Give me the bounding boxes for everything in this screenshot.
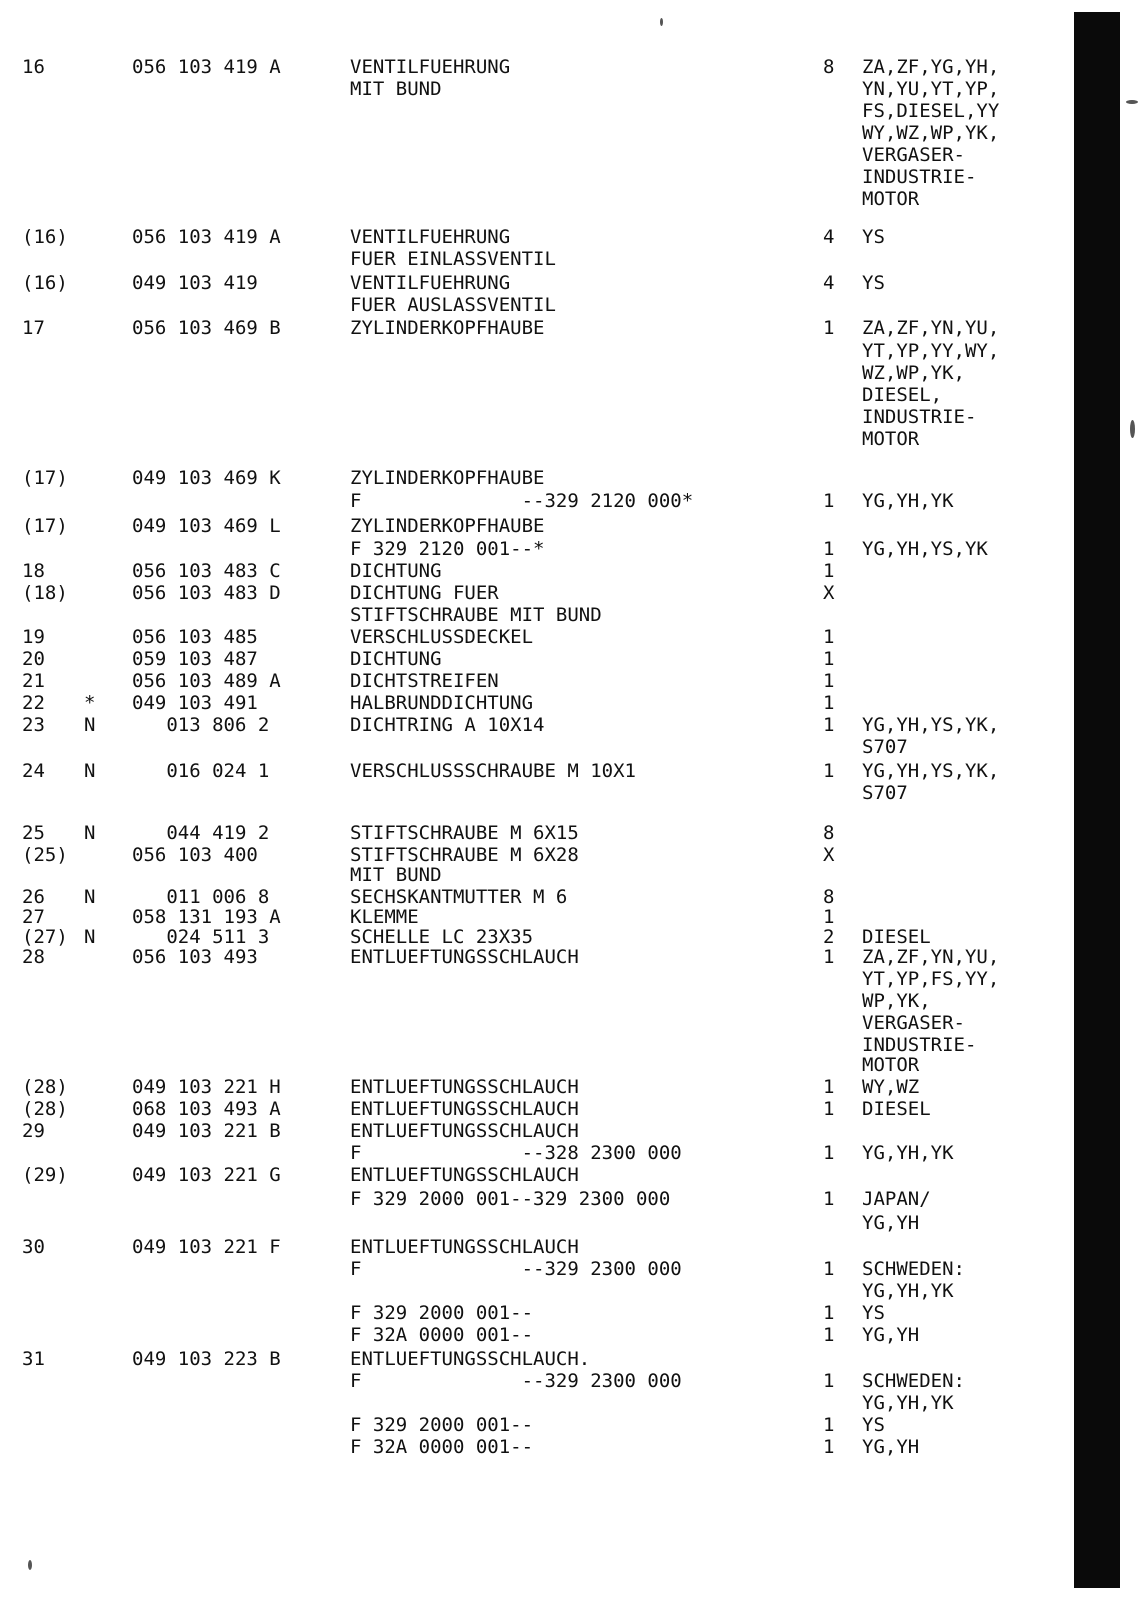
cell-desc: MIT BUND [350, 78, 442, 100]
cell-desc: ENTLUEFTUNGSSCHLAUCH [350, 946, 579, 968]
cell-rem: YT,YP,YY,WY, [862, 340, 1000, 362]
cell-rem: YS [862, 226, 885, 248]
cell-rem: S707 [862, 782, 908, 804]
cell-pos: 30 [22, 1236, 45, 1258]
cell-part: 016 024 1 [132, 760, 270, 782]
cell-qty: X [823, 582, 835, 604]
cell-rem: INDUSTRIE- [862, 406, 977, 428]
cell-pos: 29 [22, 1120, 45, 1142]
cell-part: 049 103 223 B [132, 1348, 281, 1370]
cell-qty: 1 [823, 714, 835, 736]
cell-desc: F --329 2300 000 [350, 1258, 682, 1280]
cell-part: 049 103 491 [132, 692, 258, 714]
cell-qty: 4 [823, 226, 835, 248]
cell-rem: ZA,ZF,YN,YU, [862, 946, 1000, 968]
cell-desc: ENTLUEFTUNGSSCHLAUCH [350, 1120, 579, 1142]
cell-part: 049 103 221 G [132, 1164, 281, 1186]
scan-edge-bar [1074, 12, 1120, 1588]
cell-desc: FUER EINLASSVENTIL [350, 248, 556, 270]
cell-rem: VERGASER- [862, 1012, 965, 1034]
cell-rem: YG,YH [862, 1212, 920, 1234]
cell-rem: WZ,WP,YK, [862, 362, 965, 384]
cell-pos: 23 [22, 714, 45, 736]
cell-rem: SCHWEDEN: [862, 1370, 965, 1392]
cell-desc: FUER AUSLASSVENTIL [350, 294, 556, 316]
cell-pos: (28) [22, 1076, 68, 1098]
cell-qty: 1 [823, 648, 835, 670]
cell-pos: 21 [22, 670, 45, 692]
cell-desc: F --328 2300 000 [350, 1142, 682, 1164]
cell-rem: YG,YH,YS,YK, [862, 760, 1000, 782]
cell-pos: (18) [22, 582, 68, 604]
cell-rem: MOTOR [862, 428, 920, 450]
cell-desc: STIFTSCHRAUBE MIT BUND [350, 604, 602, 626]
cell-part: 049 103 221 B [132, 1120, 281, 1142]
cell-pos: 25 [22, 822, 45, 844]
cell-desc: F 32A 0000 001-- [350, 1324, 534, 1346]
cell-desc: ENTLUEFTUNGSSCHLAUCH [350, 1236, 579, 1258]
cell-part: 056 103 483 C [132, 560, 281, 582]
cell-qty: 1 [823, 906, 835, 928]
cell-qty: 1 [823, 1324, 835, 1346]
cell-desc: F 329 2000 001-- [350, 1302, 534, 1324]
cell-part: 056 103 400 [132, 844, 258, 866]
cell-qty: 1 [823, 317, 835, 339]
cell-part: 049 103 469 L [132, 515, 281, 537]
cell-part: 049 103 221 F [132, 1236, 281, 1258]
cell-rem: WY,WZ [862, 1076, 920, 1098]
cell-qty: 1 [823, 490, 835, 512]
cell-desc: SCHELLE LC 23X35 [350, 926, 534, 948]
cell-qty: 1 [823, 946, 835, 968]
cell-desc: DICHTSTREIFEN [350, 670, 499, 692]
cell-qty: 1 [823, 692, 835, 714]
cell-qty: 8 [823, 822, 835, 844]
cell-qty: 1 [823, 560, 835, 582]
cell-rem: YG,YH,YK [862, 1142, 954, 1164]
cell-desc: SECHSKANTMUTTER M 6 [350, 886, 568, 908]
cell-rem: S707 [862, 736, 908, 758]
cell-desc: F --329 2300 000 [350, 1370, 682, 1392]
cell-qty: 1 [823, 760, 835, 782]
cell-rem: VERGASER- [862, 144, 965, 166]
cell-part: 056 103 485 [132, 626, 258, 648]
cell-desc: MIT BUND [350, 864, 442, 886]
cell-part: 059 103 487 [132, 648, 258, 670]
cell-pos: (16) [22, 226, 68, 248]
cell-rem: YG,YH,YS,YK [862, 538, 988, 560]
cell-rem: YG,YH,YK [862, 1280, 954, 1302]
cell-pos: (27) [22, 926, 68, 948]
cell-rem: JAPAN/ [862, 1188, 931, 1210]
scan-speck [28, 1560, 32, 1570]
cell-pos: 18 [22, 560, 45, 582]
cell-rem: YG,YH,YK [862, 1392, 954, 1414]
cell-pos: 24 [22, 760, 45, 782]
cell-qty: 1 [823, 1076, 835, 1098]
cell-pos: 16 [22, 56, 45, 78]
cell-rem: MOTOR [862, 1054, 920, 1076]
cell-rem: DIESEL, [862, 384, 943, 406]
cell-desc: VERSCHLUSSDECKEL [350, 626, 534, 648]
cell-pos: 28 [22, 946, 45, 968]
cell-desc: DICHTUNG [350, 560, 442, 582]
cell-desc: ENTLUEFTUNGSSCHLAUCH [350, 1098, 579, 1120]
cell-rem: YS [862, 1414, 885, 1436]
cell-qty: 1 [823, 538, 835, 560]
cell-rem: YS [862, 1302, 885, 1324]
cell-qty: 2 [823, 926, 835, 948]
cell-part: 024 511 3 [132, 926, 270, 948]
cell-rem: YG,YH [862, 1324, 920, 1346]
cell-part: 056 103 469 B [132, 317, 281, 339]
cell-rem: ZA,ZF,YN,YU, [862, 317, 1000, 339]
cell-desc: ENTLUEFTUNGSSCHLAUCH. [350, 1348, 591, 1370]
cell-part: 049 103 419 [132, 272, 258, 294]
cell-qty: 1 [823, 1142, 835, 1164]
cell-pos: 26 [22, 886, 45, 908]
cell-pos: (28) [22, 1098, 68, 1120]
cell-pos: (16) [22, 272, 68, 294]
cell-desc: VENTILFUEHRUNG [350, 56, 511, 78]
cell-part: 044 419 2 [132, 822, 270, 844]
cell-pos: 17 [22, 317, 45, 339]
cell-desc: VERSCHLUSSSCHRAUBE M 10X1 [350, 760, 636, 782]
cell-part: 056 103 489 A [132, 670, 281, 692]
cell-desc: ZYLINDERKOPFHAUBE [350, 467, 545, 489]
cell-rem: WP,YK, [862, 990, 931, 1012]
cell-qty: 1 [823, 1258, 835, 1280]
cell-rem: WY,WZ,WP,YK, [862, 122, 1000, 144]
scan-speck [1126, 100, 1138, 104]
cell-desc: ENTLUEFTUNGSSCHLAUCH [350, 1164, 579, 1186]
cell-pos: (25) [22, 844, 68, 866]
cell-rem: DIESEL [862, 1098, 931, 1120]
cell-part: 011 006 8 [132, 886, 270, 908]
cell-rem: MOTOR [862, 188, 920, 210]
cell-desc: F 329 2000 001--329 2300 000 [350, 1188, 671, 1210]
cell-rem: FS,DIESEL,YY [862, 100, 1000, 122]
cell-rem: ZA,ZF,YG,YH, [862, 56, 1000, 78]
cell-rem: YG,YH,YS,YK, [862, 714, 1000, 736]
cell-mark: N [84, 926, 96, 948]
cell-qty: X [823, 844, 835, 866]
cell-mark: N [84, 714, 96, 736]
cell-desc: DICHTRING A 10X14 [350, 714, 545, 736]
cell-desc: ENTLUEFTUNGSSCHLAUCH [350, 1076, 579, 1098]
cell-mark: N [84, 760, 96, 782]
cell-qty: 1 [823, 670, 835, 692]
cell-desc: STIFTSCHRAUBE M 6X28 [350, 844, 579, 866]
scan-speck [660, 18, 663, 26]
cell-desc: KLEMME [350, 906, 419, 928]
cell-qty: 1 [823, 1098, 835, 1120]
cell-mark: N [84, 822, 96, 844]
cell-desc: HALBRUNDDICHTUNG [350, 692, 534, 714]
cell-pos: 27 [22, 906, 45, 928]
cell-qty: 8 [823, 886, 835, 908]
cell-part: 058 131 193 A [132, 906, 281, 928]
cell-rem: INDUSTRIE- [862, 166, 977, 188]
cell-part: 056 103 483 D [132, 582, 281, 604]
cell-part: 049 103 221 H [132, 1076, 281, 1098]
cell-pos: (17) [22, 515, 68, 537]
cell-rem: YN,YU,YT,YP, [862, 78, 1000, 100]
cell-pos: 22 [22, 692, 45, 714]
cell-rem: SCHWEDEN: [862, 1258, 965, 1280]
cell-qty: 1 [823, 1302, 835, 1324]
cell-qty: 1 [823, 1436, 835, 1458]
cell-qty: 1 [823, 1370, 835, 1392]
cell-pos: (29) [22, 1164, 68, 1186]
cell-desc: F --329 2120 000* [350, 490, 694, 512]
cell-desc: ZYLINDERKOPFHAUBE [350, 515, 545, 537]
cell-qty: 1 [823, 1188, 835, 1210]
cell-part: 049 103 469 K [132, 467, 281, 489]
cell-desc: DICHTUNG FUER [350, 582, 499, 604]
cell-pos: 31 [22, 1348, 45, 1370]
cell-rem: YG,YH,YK [862, 490, 954, 512]
cell-rem: YG,YH [862, 1436, 920, 1458]
cell-desc: VENTILFUEHRUNG [350, 226, 511, 248]
cell-desc: ZYLINDERKOPFHAUBE [350, 317, 545, 339]
cell-part: 056 103 419 A [132, 226, 281, 248]
cell-pos: (17) [22, 467, 68, 489]
cell-qty: 1 [823, 1414, 835, 1436]
cell-qty: 8 [823, 56, 835, 78]
cell-desc: F 329 2000 001-- [350, 1414, 534, 1436]
cell-part: 068 103 493 A [132, 1098, 281, 1120]
cell-mark: * [84, 692, 96, 714]
cell-mark: N [84, 886, 96, 908]
cell-desc: DICHTUNG [350, 648, 442, 670]
cell-qty: 1 [823, 626, 835, 648]
cell-rem: YS [862, 272, 885, 294]
cell-pos: 19 [22, 626, 45, 648]
cell-desc: F 329 2120 001--* [350, 538, 545, 560]
cell-desc: STIFTSCHRAUBE M 6X15 [350, 822, 579, 844]
cell-qty: 4 [823, 272, 835, 294]
cell-pos: 20 [22, 648, 45, 670]
cell-rem: INDUSTRIE- [862, 1034, 977, 1056]
cell-rem: YT,YP,FS,YY, [862, 968, 1000, 990]
cell-part: 013 806 2 [132, 714, 270, 736]
cell-desc: VENTILFUEHRUNG [350, 272, 511, 294]
cell-desc: F 32A 0000 001-- [350, 1436, 534, 1458]
cell-part: 056 103 493 [132, 946, 258, 968]
scan-speck [1130, 420, 1135, 438]
cell-rem: DIESEL [862, 926, 931, 948]
cell-part: 056 103 419 A [132, 56, 281, 78]
